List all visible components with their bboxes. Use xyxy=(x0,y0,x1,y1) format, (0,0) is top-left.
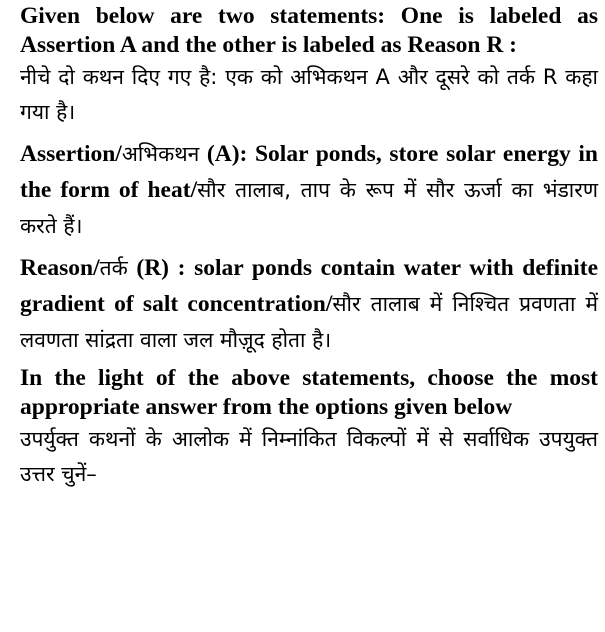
reason-label-hi: तर्क xyxy=(99,256,128,280)
reason-text-separator: / xyxy=(325,291,333,317)
reason-text-en: solar ponds contain water with definite gradient of salt concentration xyxy=(20,255,599,317)
assertion-text-hi: सौर तालाब, ताप के रूप में सौर ऊर्जा का भंडारण करते हैं। xyxy=(20,178,599,238)
reason-label-en: Reason xyxy=(20,255,94,281)
intro-english: Given below are two statements: One is labeled as Assertion A and the other is labeled as Reason R : xyxy=(20,3,598,58)
assertion-tag: (A): xyxy=(199,141,255,167)
reason-tag: (R) : xyxy=(127,255,195,281)
assertion-text-separator: / xyxy=(190,177,198,203)
reason-text-hi: सौर तालाब में निश्चित प्रवणता में लवणता सांद्रता वाला जल मौज़ूद होता है। xyxy=(20,292,599,352)
assertion-label-hi: अभिकथन xyxy=(121,142,200,166)
assertion-label-en: Assertion xyxy=(20,141,116,167)
instruction-english: In the light of the above statements, choose the most appropriate answer from the options given below xyxy=(20,365,598,420)
reason-statement xyxy=(20,250,598,358)
assertion-statement xyxy=(20,136,598,244)
assertion-separator: / xyxy=(115,141,122,167)
instruction-hindi: उपर्युक्त कथनों के आलोक में निम्नांकित विकल्पों में से सर्वाधिक उपयुक्त उत्तर चुनें– xyxy=(20,427,598,486)
assertion-text-en: Solar ponds, store solar energy in the form of heat xyxy=(20,141,598,203)
reason-separator: / xyxy=(93,255,100,281)
question-block xyxy=(20,2,598,492)
intro-hindi: नीचे दो कथन दिए गए है: एक को अभिकथन A और दूसरे को तर्क R कहा गया है। xyxy=(20,65,598,124)
